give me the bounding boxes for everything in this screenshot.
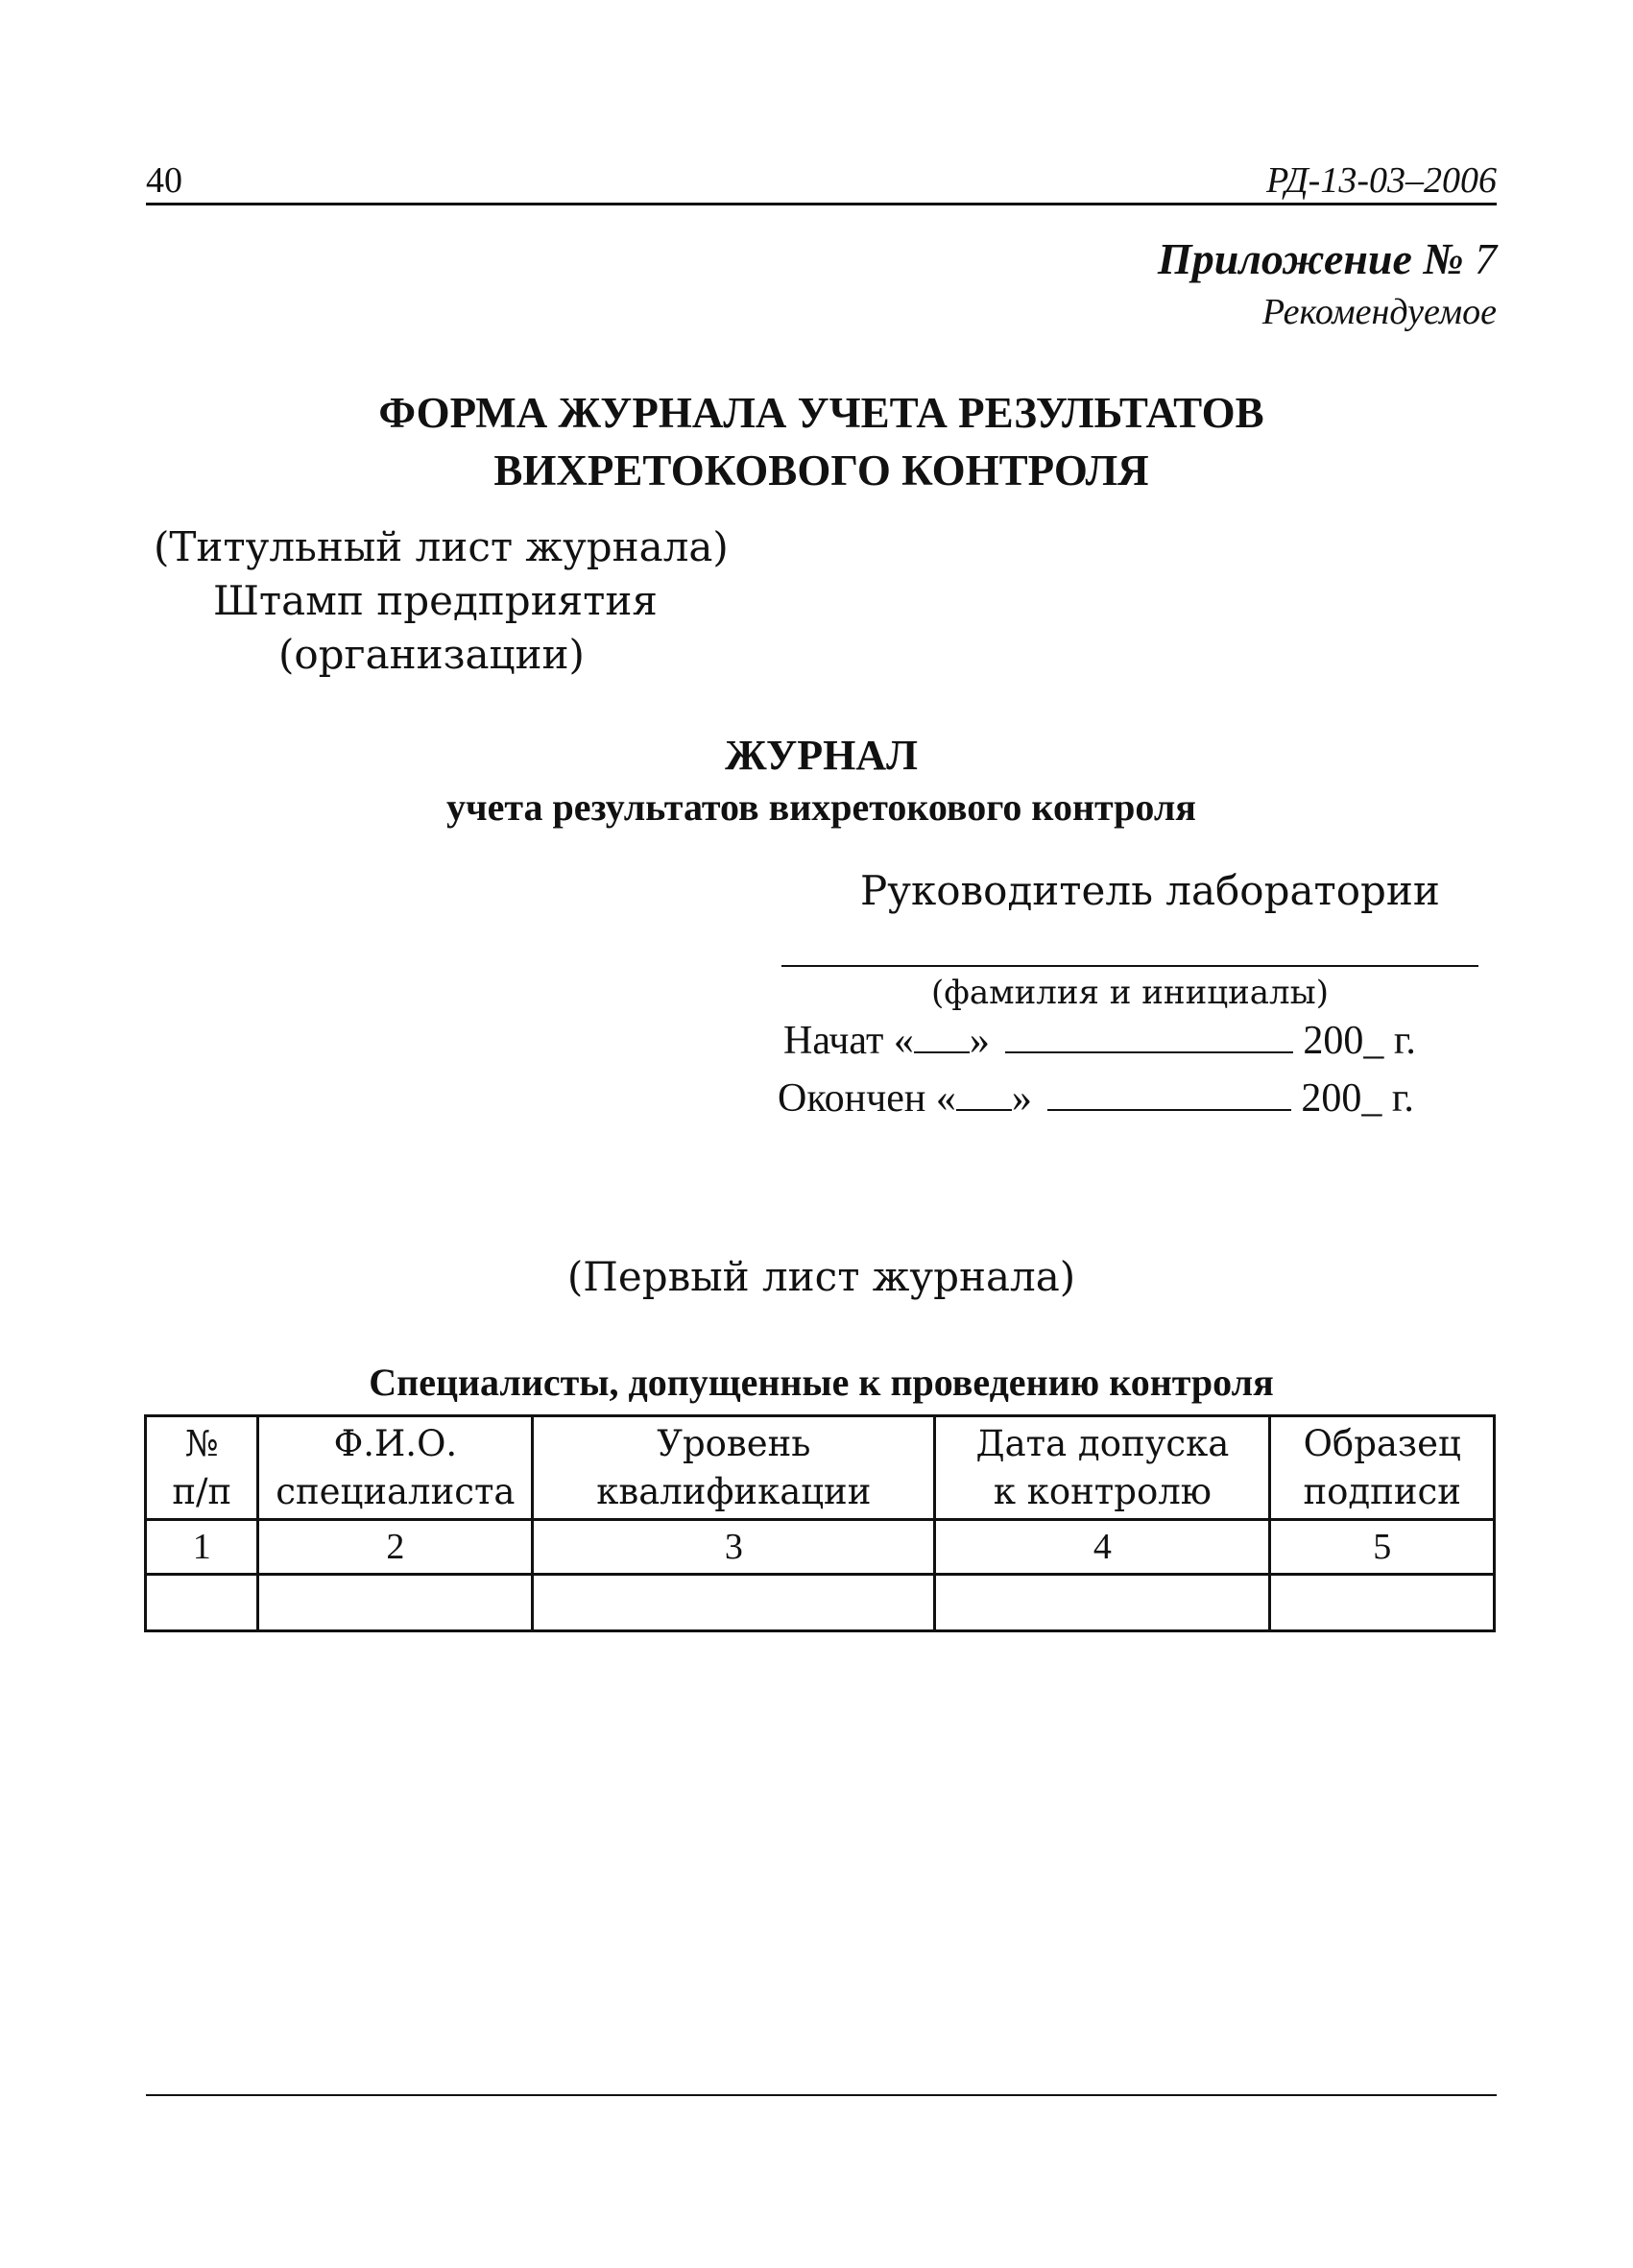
first-sheet-label: (Первый лист журнала) <box>566 1253 1076 1300</box>
started-label: Начат « <box>783 1019 914 1063</box>
empty-cell <box>1270 1575 1495 1631</box>
finished-date-line <box>778 1074 1414 1123</box>
table-title: Специалисты, допущенные к проведению контроля <box>369 1361 1274 1404</box>
appendix-status: Рекомендуемое <box>1261 292 1497 332</box>
company-stamp-label: Штамп предприятия <box>213 577 658 624</box>
started-year: 200_ г. <box>1303 1019 1416 1063</box>
finished-label: Окончен « <box>778 1076 956 1121</box>
appendix-label <box>1158 234 1497 284</box>
specialists-table <box>144 1414 1496 1632</box>
form-title <box>146 384 1497 499</box>
empty-cell <box>258 1575 533 1631</box>
column-header-number <box>146 1416 258 1520</box>
column-header-line: п/п <box>172 1470 232 1512</box>
finished-quote-close: » <box>1011 1076 1032 1121</box>
signature-caption: (фамилия и инициалы) <box>931 974 1329 1012</box>
organization-label: (организации) <box>278 631 585 678</box>
started-month-blank <box>1005 1017 1293 1053</box>
document-code: РД-13-03–2006 <box>1266 160 1497 201</box>
column-header-qualification <box>533 1416 935 1520</box>
empty-cell <box>146 1575 258 1631</box>
column-header-name <box>258 1416 533 1520</box>
column-header-line: № <box>184 1422 219 1464</box>
appendix-label-text: Приложение № <box>1157 234 1464 283</box>
finished-day-blank <box>956 1074 1012 1111</box>
column-header-line: Ф.И.О. <box>333 1422 458 1464</box>
column-header-line: подписи <box>1303 1470 1461 1512</box>
signature-line <box>781 965 1478 967</box>
header-rule <box>146 203 1497 205</box>
table-header-row <box>146 1416 1495 1520</box>
column-number-cell: 3 <box>533 1520 935 1575</box>
column-header-line: квалификации <box>596 1470 872 1512</box>
started-day-blank <box>914 1017 970 1053</box>
column-number-cell: 2 <box>258 1520 533 1575</box>
column-number-cell: 5 <box>1270 1520 1495 1575</box>
journal-subtitle: учета результатов вихретокового контроля <box>446 785 1196 829</box>
finished-year: 200_ г. <box>1301 1076 1414 1121</box>
finished-month-blank <box>1047 1074 1291 1111</box>
started-quote-close: » <box>969 1019 990 1063</box>
lab-head-label: Руководитель лаборатории <box>860 867 1440 914</box>
table-row <box>146 1575 1495 1631</box>
footer-rule <box>146 2094 1497 2096</box>
column-header-signature <box>1270 1416 1495 1520</box>
title-sheet-label: (Титульный лист журнала) <box>154 523 729 570</box>
column-header-line: специалиста <box>276 1470 516 1512</box>
column-header-line: Дата допуска <box>975 1422 1230 1464</box>
form-title-line-1: ФОРМА ЖУРНАЛА УЧЕТА РЕЗУЛЬТАТОВ <box>378 389 1264 437</box>
column-header-line: к контролю <box>993 1470 1212 1512</box>
column-header-line: Образец <box>1303 1422 1461 1464</box>
journal-title: ЖУРНАЛ <box>725 732 918 779</box>
column-numbering-row <box>146 1520 1495 1575</box>
appendix-number: 7 <box>1475 234 1497 283</box>
page-number: 40 <box>146 160 182 201</box>
column-header-admission-date <box>935 1416 1270 1520</box>
empty-cell <box>935 1575 1270 1631</box>
started-date-line <box>783 1016 1416 1066</box>
form-title-line-2: ВИХРЕТОКОВОГО КОНТРОЛЯ <box>493 446 1149 495</box>
empty-cell <box>533 1575 935 1631</box>
column-number-cell: 1 <box>146 1520 258 1575</box>
column-header-line: Уровень <box>657 1422 811 1464</box>
column-number-cell: 4 <box>935 1520 1270 1575</box>
